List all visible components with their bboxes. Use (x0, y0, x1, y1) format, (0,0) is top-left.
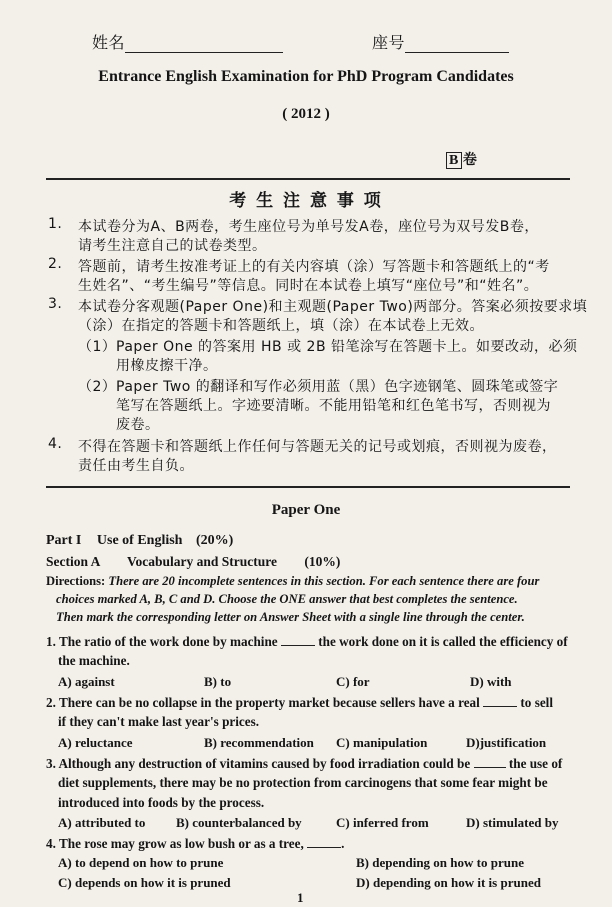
option-b: B) recommendation (204, 735, 314, 750)
option-a: A) against (58, 674, 115, 689)
notice-item-line: Paper One 的答案用 HB 或 2B 铅笔涂写在答题卡上。如要改动，必须 (116, 339, 578, 355)
option-b: B) counterbalanced by (176, 815, 302, 830)
question-text: if they can't make last year's prices. (58, 714, 260, 729)
option-d: D) stimulated by (466, 815, 559, 830)
page-number: 1 (297, 890, 304, 905)
paper-type-badge (446, 149, 477, 169)
notice-heading: 考 生 注 意 事 项 (229, 191, 383, 211)
question-text: the machine. (58, 653, 130, 668)
notice-item-line: 责任由考生自负。 (78, 458, 194, 474)
top-divider (46, 178, 570, 180)
option-c: C) manipulation (336, 735, 428, 750)
notice-item-line: 用橡皮擦干净。 (116, 358, 218, 374)
answer-blank (307, 835, 341, 848)
notice-item-number: 2. (48, 256, 63, 272)
answer-blank (474, 755, 506, 768)
option-c: C) inferred from (336, 815, 429, 830)
paper-type-letter: B (446, 152, 462, 169)
notice-item-number: （1） (78, 339, 117, 355)
directions-line: Then mark the corresponding letter on Answer Sheet with a single line through the center. (56, 610, 525, 624)
option-d: D) depending on how it is pruned (356, 875, 541, 890)
question-text: 4. The rose may grow as low bush or as a tree, (46, 836, 304, 851)
part-heading (46, 533, 233, 549)
notice-item-number: （2） (78, 379, 117, 395)
notice-item-line: 笔写在答题纸上。字迹要清晰。不能用铅笔和红色笔书写，否则视为 (116, 398, 551, 414)
paper-title: Paper One (271, 502, 341, 518)
question-text: diet supplements, there may be no protection from carcinogens that some fear might be (58, 775, 548, 790)
answer-blank (281, 633, 315, 646)
section-label: Section A (46, 554, 100, 569)
directions-line: There are 20 incomplete sentences in this section. For each sentence there are four (108, 574, 540, 588)
option-b: B) to (204, 674, 232, 689)
question-4 (46, 835, 344, 852)
notice-item-number: 3. (48, 296, 63, 312)
question-text: . (341, 836, 345, 851)
notice-item-line: 答题前，请考生按准考证上的有关内容填（涂）写答题卡和答题纸上的“考 (78, 259, 550, 275)
exam-year: ( 2012 ) (282, 106, 330, 122)
name-field[interactable] (92, 30, 283, 53)
section-heading (46, 554, 340, 570)
option-b: B) depending on how to prune (356, 855, 524, 870)
notice-item-line: 生姓名”、“考生编号”等信息。同时在本试卷上填写“座位号”和“姓名”。 (78, 278, 539, 294)
question-text: the work done on it is called the efficiency of (318, 634, 568, 649)
paper-type-suffix: 卷 (462, 152, 478, 168)
section-name: Vocabulary and Structure (127, 554, 278, 569)
question-text: 3. Although any destruction of vitamins caused by food irradiation could be (46, 756, 471, 771)
part-label: Part I (46, 533, 82, 548)
notice-item-line: 废卷。 (116, 417, 160, 433)
question-text: introduced into foods by the process. (58, 795, 265, 810)
question-3 (46, 755, 562, 772)
question-text: the use of (508, 756, 563, 771)
directions (46, 574, 539, 628)
answer-blank (483, 694, 517, 707)
option-a: A) to depend on how to prune (58, 855, 224, 870)
section-weight: (10%) (304, 554, 341, 569)
notice-item-number: 4. (48, 436, 63, 452)
notice-item-line: 本试卷分客观题(Paper One)和主观题(Paper Two)两部分。答案必须按要求填 (78, 299, 588, 315)
notice-item-line: （涂）在指定的答题卡和答题纸上，填（涂）在本试卷上无效。 (78, 318, 484, 334)
question-text: 2. There can be no collapse in the property market because sellers have a real (46, 695, 480, 710)
question-text: 1. The ratio of the work done by machine (46, 634, 278, 649)
option-c: C) depends on how it is pruned (58, 875, 231, 890)
option-a: A) attributed to (58, 815, 146, 830)
directions-label: Directions: (46, 574, 106, 588)
directions-line: choices marked A, B, C and D. Choose the ONE answer that best completes the sentence. (56, 592, 518, 606)
question-2 (46, 694, 553, 711)
notice-item-line: 不得在答题卡和答题纸上作任何与答题无关的记号或划痕，否则视为废卷， (78, 439, 557, 455)
option-a: A) reluctance (58, 735, 133, 750)
seat-field[interactable] (372, 30, 509, 53)
part-name: Use of English (96, 533, 183, 548)
middle-divider (46, 486, 570, 488)
name-label: 姓名 (92, 33, 126, 52)
seat-blank[interactable] (405, 38, 509, 53)
notice-item-line: 本试卷分为A、B两卷，考生座位号为单号发A卷，座位号为双号发B卷， (78, 219, 539, 235)
notice-item-line: Paper Two 的翻译和写作必须用蓝（黑）色字迹钢笔、圆珠笔或签字 (116, 379, 559, 395)
question-1 (46, 633, 568, 650)
seat-label: 座号 (372, 33, 406, 52)
question-text: to sell (520, 695, 554, 710)
exam-title: Entrance English Examination for PhD Program Candidates (98, 68, 514, 85)
option-c: C) for (336, 674, 370, 689)
notice-item-number: 1. (48, 216, 63, 232)
part-weight: (20%) (195, 533, 234, 548)
option-d: D)justification (466, 735, 547, 750)
notice-item-line: 请考生注意自己的试卷类型。 (78, 238, 267, 254)
option-d: D) with (470, 674, 512, 689)
name-blank[interactable] (125, 38, 283, 53)
